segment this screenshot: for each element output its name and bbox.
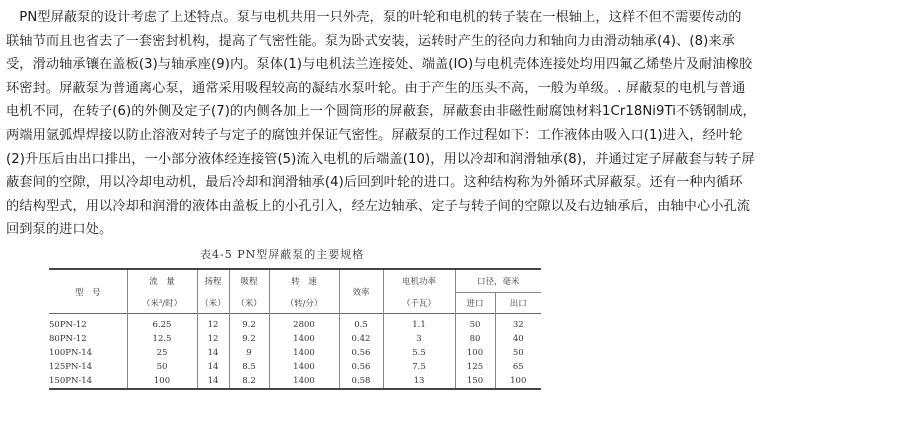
- paragraph-line: 蔽套间的空隙，用以冷却电动机，最后冷却和润滑轴承(4)后回到叶轮的进口。这种结构称为外循环式屏蔽泵。还有一种内循环: [6, 175, 743, 191]
- cell-flow: 100: [127, 374, 197, 389]
- cell-head: 12: [197, 314, 229, 333]
- table-row: [49, 314, 541, 333]
- paragraph-line: (2)升压后由出口排出，一小部分液体经连接管(5)流入电机的后端盖(10)，用以冷却和润滑轴承(8)，并通过定子屏蔽套与转子屏: [6, 151, 755, 167]
- cell-efficiency: 0.5: [339, 314, 383, 333]
- paragraph-line: 的结构型式，用以冷却和润滑的液体由盖板上的小孔引入，经左边轴承、定子与转子间的空隙以及右边轴承后，由轴中心小孔流: [6, 198, 751, 214]
- cell-model: 150PN-14: [49, 376, 93, 386]
- header-diameter: 口径，毫米: [455, 270, 541, 293]
- cell-head: 14: [197, 374, 229, 389]
- header-model: 型 号: [74, 287, 101, 298]
- cell-suction: 8.5: [229, 360, 269, 374]
- header-flow-unit: （米³/时）: [127, 293, 197, 314]
- cell-power: 13: [383, 374, 455, 389]
- cell-model: 80PN-12: [49, 334, 87, 344]
- header-speed-unit: （转/分）: [269, 293, 339, 314]
- header-head-unit: （米）: [197, 293, 229, 314]
- paragraph-line: 环密封。屏蔽泵为普通离心泵，通常采用吸程较高的凝结水泵叶轮。由于产生的压头不高，一般为单级。. 屏蔽泵的电机与普通: [6, 80, 746, 96]
- cell-speed: 1400: [269, 346, 339, 360]
- cell-speed: 2800: [269, 314, 339, 333]
- paragraph-line: PN型屏蔽泵的设计考虑了上述特点。泵与电机共用一只外壳，泵的叶轮和电机的转子装在一根轴上，这样不但不需要传动的: [6, 10, 742, 25]
- cell-suction: 9.2: [229, 314, 269, 333]
- table-row: [49, 360, 541, 374]
- header-inlet: 进口: [455, 293, 495, 314]
- table-row: [49, 346, 541, 360]
- cell-inlet: 80: [455, 332, 495, 346]
- paragraph-line: 回到泵的进口处。: [6, 222, 113, 238]
- paragraph-line: 两端用氩弧焊焊接以防止溶液对转子与定子的腐蚀并保证气密性。屏蔽泵的工作过程如下：工作液体由吸入口(1)进入，经叶轮: [6, 127, 743, 143]
- cell-suction: 9.2: [229, 332, 269, 346]
- header-efficiency: 效率: [339, 270, 383, 314]
- header-suction: 吸程: [229, 270, 269, 293]
- cell-outlet: 100: [495, 374, 541, 389]
- header-head: 扬程: [197, 270, 229, 293]
- paragraph-line: 受，滑动轴承镶在盖板(3)与轴承座(9)内。泵体(1)与电机法兰连接处、端盖(IO)与电机壳体连接处均用四氟乙烯垫片及耐油橡胶: [6, 57, 753, 73]
- cell-power: 1.1: [383, 314, 455, 333]
- header-suction-unit: （米）: [229, 293, 269, 314]
- cell-head: 12: [197, 332, 229, 346]
- cell-flow: 50: [127, 360, 197, 374]
- table-caption: 表4-5 PN型屏蔽泵的主要规格: [200, 248, 365, 261]
- header-power: 电机功率: [383, 270, 455, 293]
- cell-model: 50PN-12: [49, 320, 87, 330]
- cell-flow: 25: [127, 346, 197, 360]
- paragraph-line: 联轴节而且也省去了一套密封机构，提高了气密性能。泵为卧式安装，运转时产生的径向力和轴向力由滑动轴承(4)、(8)来承: [6, 33, 735, 49]
- table-row: [49, 332, 541, 346]
- cell-model: 125PN-14: [49, 362, 93, 372]
- cell-inlet: 150: [455, 374, 495, 389]
- cell-outlet: 65: [495, 360, 541, 374]
- cell-inlet: 50: [455, 314, 495, 333]
- cell-flow: 12.5: [127, 332, 197, 346]
- header-flow: 流 量: [127, 270, 197, 293]
- cell-model: 100PN-14: [49, 348, 93, 358]
- cell-suction: 8.2: [229, 374, 269, 389]
- cell-inlet: 100: [455, 346, 495, 360]
- cell-inlet: 125: [455, 360, 495, 374]
- spec-table: [49, 268, 541, 390]
- cell-outlet: 40: [495, 332, 541, 346]
- cell-speed: 1400: [269, 374, 339, 389]
- cell-efficiency: 0.56: [339, 360, 383, 374]
- header-outlet: 出口: [495, 293, 541, 314]
- cell-speed: 1400: [269, 332, 339, 346]
- cell-power: 3: [383, 332, 455, 346]
- cell-head: 14: [197, 360, 229, 374]
- cell-efficiency: 0.58: [339, 374, 383, 389]
- cell-efficiency: 0.56: [339, 346, 383, 360]
- header-speed: 转 速: [269, 270, 339, 293]
- cell-outlet: 32: [495, 314, 541, 333]
- body-paragraph: [6, 6, 911, 242]
- cell-efficiency: 0.42: [339, 332, 383, 346]
- cell-head: 14: [197, 346, 229, 360]
- cell-suction: 9: [229, 346, 269, 360]
- paragraph-line: 电机不同，在转子(6)的外侧及定子(7)的内侧各加上一个圆筒形的屏蔽套，屏蔽套由非磁性耐腐蚀材料1Cr18Ni9Ti不锈钢制成，: [6, 104, 756, 120]
- table-row: [49, 374, 541, 389]
- cell-power: 7.5: [383, 360, 455, 374]
- cell-speed: 1400: [269, 360, 339, 374]
- cell-flow: 6.25: [127, 314, 197, 333]
- header-power-unit: （千瓦）: [383, 293, 455, 314]
- cell-outlet: 50: [495, 346, 541, 360]
- cell-power: 5.5: [383, 346, 455, 360]
